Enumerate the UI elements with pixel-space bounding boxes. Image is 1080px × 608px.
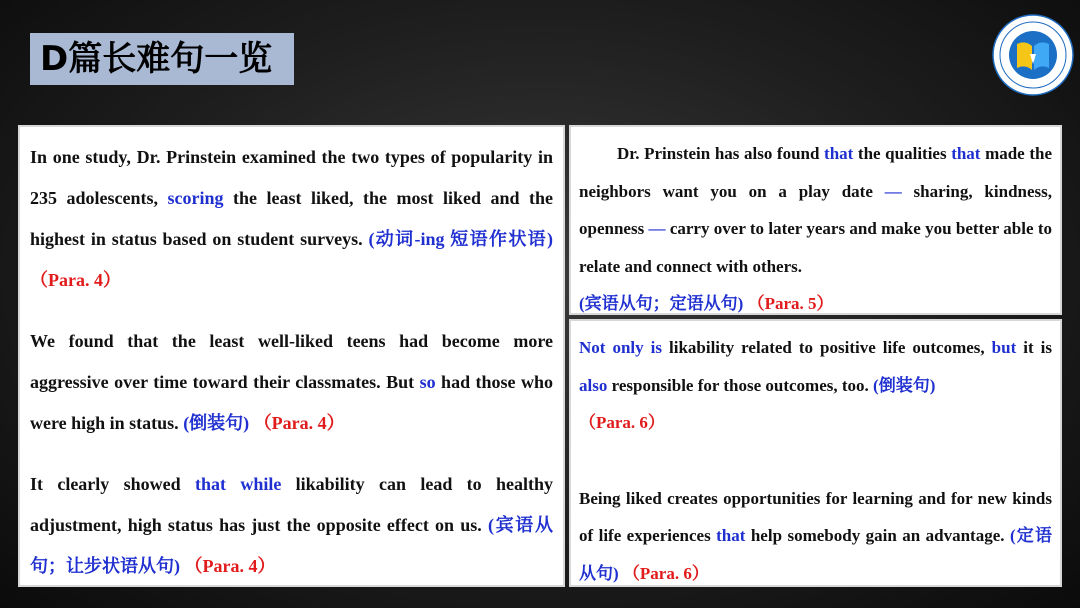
seg: In one study, Dr. Prinstein examined the two types of popularity in 235 adolescents, [30, 147, 553, 208]
grammar-note: (宾语从句；定语从句) [579, 294, 744, 313]
para-ref: （Para. 4） [30, 270, 121, 290]
sentence-4 [579, 135, 1052, 323]
grammar-note: (倒装句) [183, 413, 250, 433]
seg: We found that the least well-liked teens had become more aggressive over time toward their classmates. But [30, 331, 553, 392]
sentence-1 [30, 137, 553, 301]
seg: had those who were high in status. [30, 372, 553, 433]
seg: carry over to later years and make you better able to relate and connect with others. [579, 219, 1052, 276]
seg: the least liked, the most liked and the highest in status based on student surveys. [30, 188, 553, 249]
seg: likability related to positive life outcomes, [661, 338, 992, 357]
para-ref: （Para. 6） [579, 413, 665, 432]
para-ref: （Para. 4） [184, 556, 276, 576]
highlight: that [716, 526, 746, 545]
highlight: so [419, 372, 436, 392]
highlight: — [884, 181, 902, 201]
grammar-note: (定语从句) [579, 526, 1052, 583]
grammar-note: (宾语从句；让步状语从句) [30, 515, 553, 576]
para-ref: （Para. 4） [253, 413, 345, 433]
grammar-note: (倒装句) [873, 375, 936, 395]
highlight: that [951, 144, 981, 163]
para-ref: （Para. 5） [747, 294, 834, 313]
highlight: that [824, 144, 854, 163]
seg: It clearly showed [30, 474, 195, 494]
slide-title: D篇长难句一览 [30, 33, 294, 85]
para-ref: （Para. 6） [622, 563, 709, 583]
highlight: also [579, 375, 608, 395]
sentence-5 [579, 329, 1052, 442]
left-panel [18, 125, 565, 587]
sentence-6 [579, 480, 1052, 593]
right-top-panel [569, 125, 1062, 315]
seg: it is [1016, 338, 1052, 357]
highlight: scoring [167, 188, 224, 208]
seg: responsible for those outcomes, too. [607, 375, 874, 395]
highlight: Not only is [579, 338, 662, 357]
victor-english-logo [992, 14, 1074, 96]
highlight: — [648, 219, 666, 238]
grammar-note: (动词-ing 短语作状语) [368, 229, 553, 249]
highlight: but [991, 338, 1017, 357]
seg: made the neighbors want you on a play date [579, 144, 1052, 201]
sentence-2 [30, 321, 553, 444]
right-bottom-panel [569, 319, 1062, 587]
seg: sharing, kindness, openness [579, 181, 1052, 238]
seg: Dr. Prinstein has also found [617, 144, 825, 163]
sentence-3 [30, 464, 553, 587]
seg: help somebody gain an advantage. [745, 526, 1010, 545]
seg: Being liked creates opportunities for learning and for new kinds of life experiences [579, 488, 1052, 545]
highlight: that while [194, 474, 282, 494]
seg: the qualities [853, 144, 952, 163]
seg: likability can lead to healthy adjustment, high status has just the opposite effect on us. [30, 474, 554, 535]
